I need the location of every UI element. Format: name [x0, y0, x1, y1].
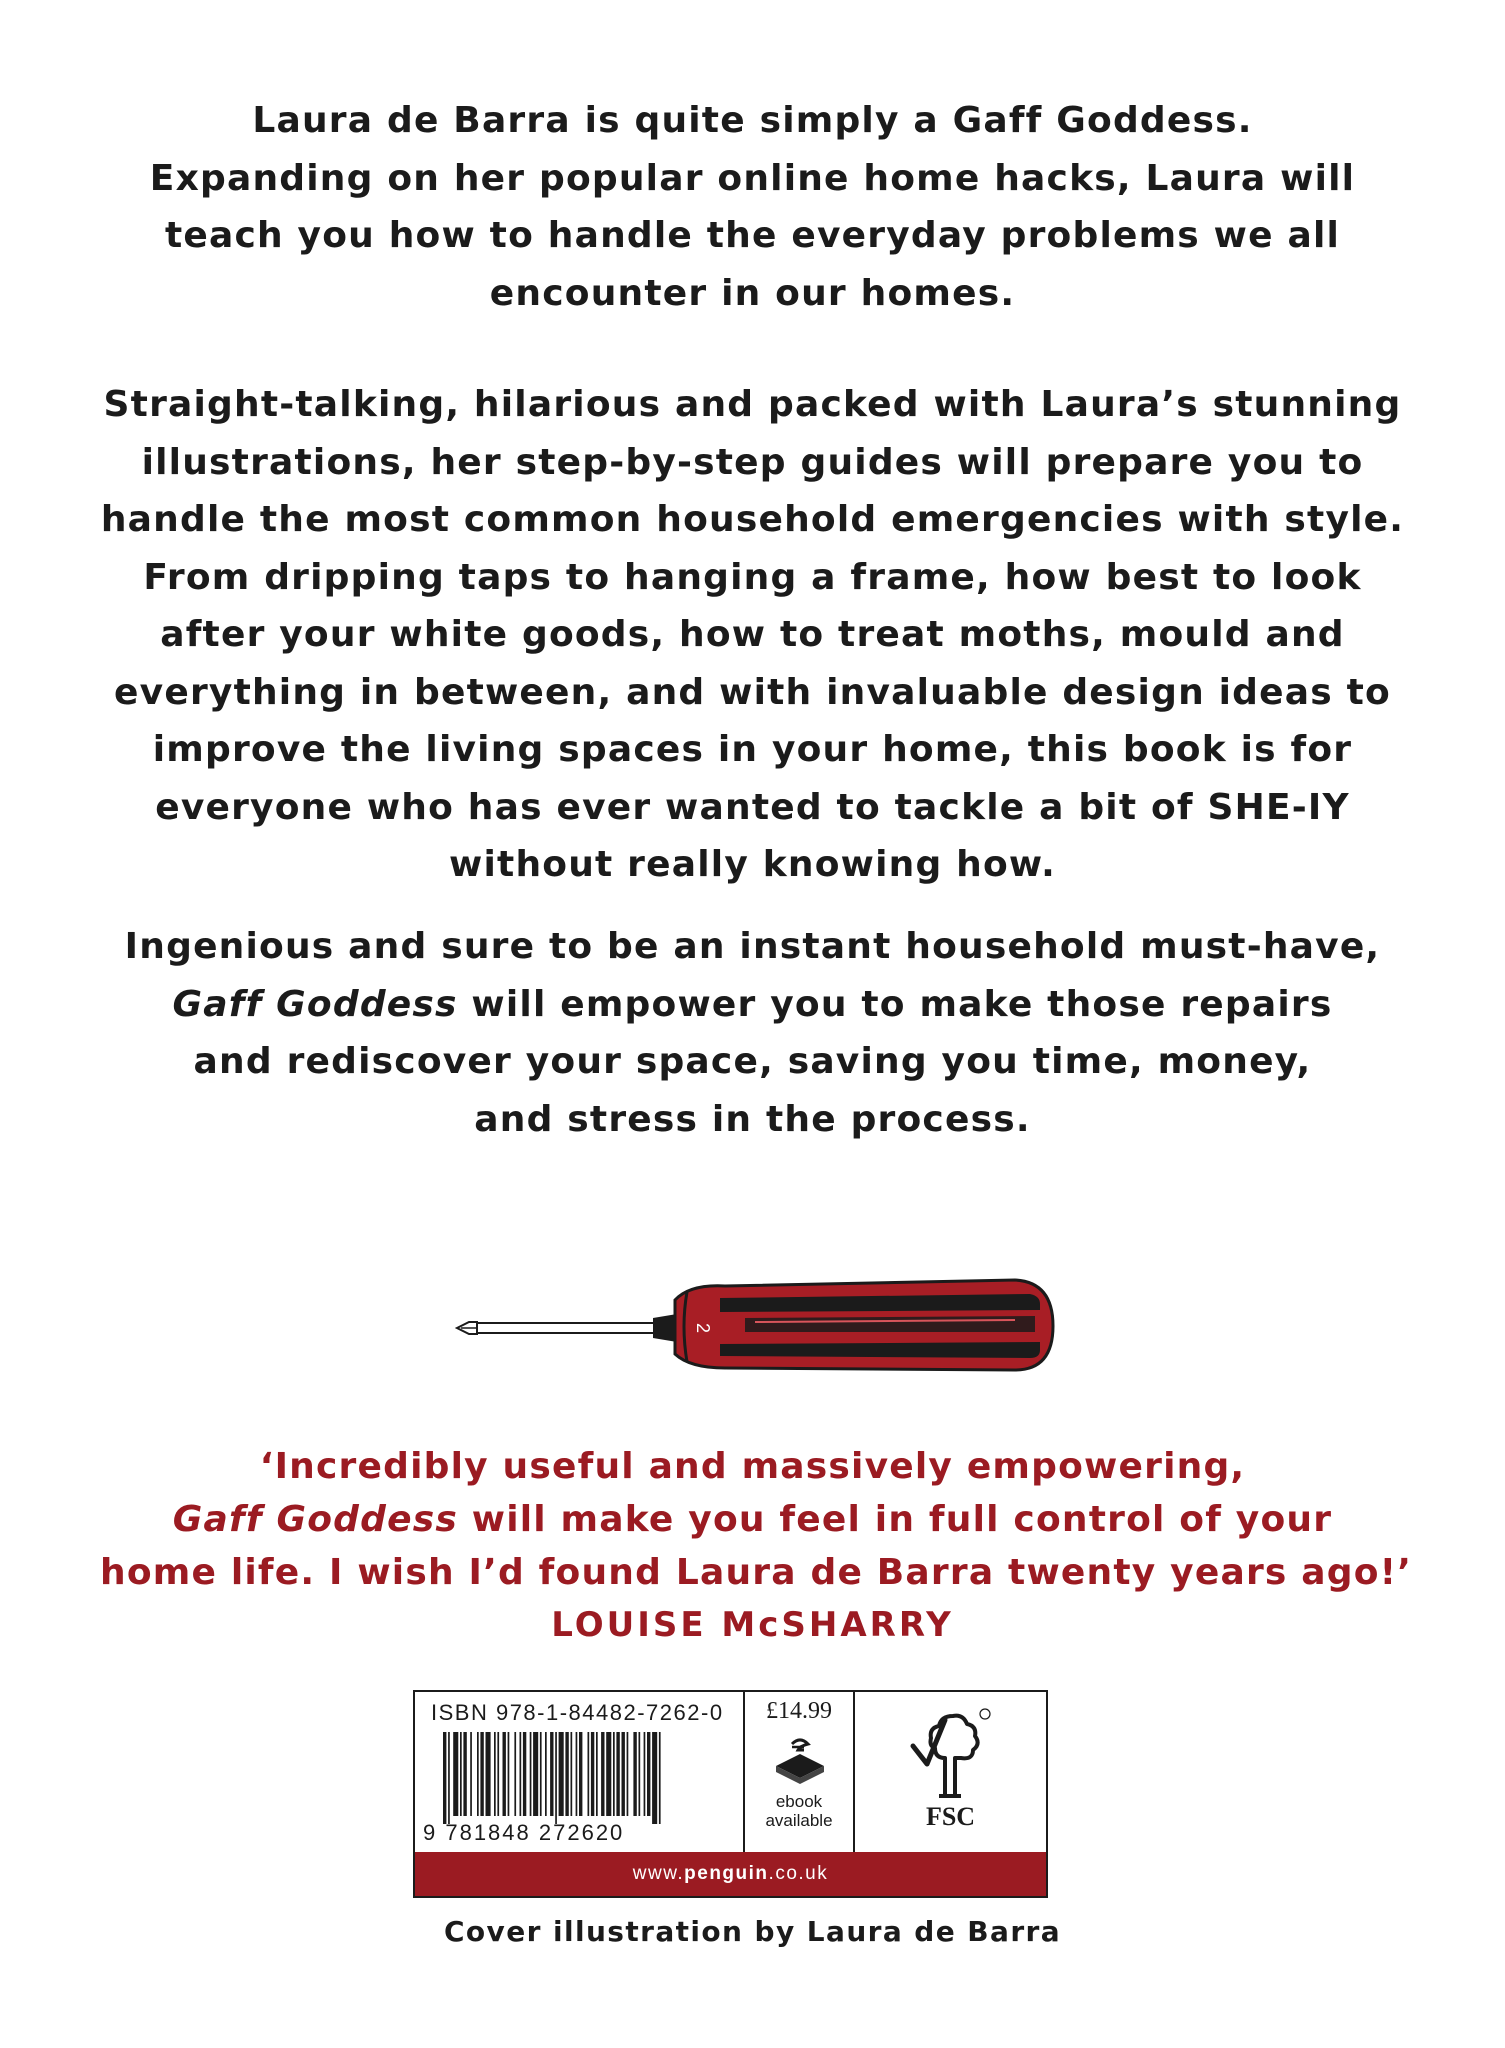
ebook-icon — [772, 1736, 828, 1784]
barcode-bar — [601, 1732, 604, 1816]
url-brand: penguin — [684, 1863, 769, 1884]
barcode-bar — [460, 1732, 462, 1816]
fsc-tree-icon — [905, 1706, 995, 1806]
barcode-bar — [470, 1732, 472, 1816]
barcode-bar — [477, 1732, 479, 1816]
barcode-bar — [644, 1732, 646, 1816]
blurb-line: Straight-talking, hilarious and packed with Laura’s stunning — [103, 384, 1402, 425]
blurb-line: without really knowing how. — [449, 844, 1056, 885]
barcode-digits: 9 781848 272620 — [423, 1820, 625, 1845]
blurb-line: and rediscover your space, saving you time, money, — [193, 1041, 1312, 1082]
blurb-line: teach you how to handle the everyday problems we all — [164, 215, 1341, 256]
quote-line-rest: will make you feel in full control of your — [458, 1499, 1333, 1540]
blurb-line — [100, 976, 1405, 1034]
fsc-cell — [855, 1692, 1046, 1852]
barcode-bar — [494, 1732, 496, 1816]
isbn-text: ISBN 978-1-84482-7262-0 — [431, 1700, 724, 1725]
barcode-bar — [555, 1732, 557, 1824]
ebook-label-line: available — [765, 1811, 833, 1830]
url-suffix: .co.uk — [768, 1863, 829, 1884]
barcode-bar — [639, 1732, 641, 1816]
blurb-line: everyone who has ever wanted to tackle a bit of SHE-IY — [155, 786, 1350, 828]
ebook-label-line: ebook — [775, 1792, 823, 1811]
barcode-bar — [545, 1732, 547, 1816]
quote-line: home life. I wish I’d found Laura de Barra twenty years ago!’ — [100, 1552, 1413, 1593]
blurb-paragraph-3 — [100, 918, 1405, 1148]
book-title-italic: Gaff Goddess — [172, 1499, 458, 1540]
barcode-bar — [443, 1732, 446, 1824]
barcode-bar — [550, 1732, 553, 1816]
barcode-bar — [576, 1732, 578, 1816]
barcode-bar — [523, 1732, 526, 1816]
barcode-bar — [647, 1732, 650, 1816]
blurb-line: Expanding on her popular online home hacks, Laura will — [149, 157, 1356, 199]
ebook-label — [745, 1792, 853, 1830]
barcode-bar — [480, 1732, 483, 1816]
blurb-paragraph-2 — [100, 376, 1405, 894]
quote-line: ‘Incredibly useful and massively empowering, — [259, 1446, 1246, 1487]
blurb-line: improve the living spaces in your home, this book is for — [152, 729, 1353, 770]
barcode-bar — [596, 1732, 598, 1816]
barcode-bar — [520, 1732, 522, 1816]
blurb-line: From dripping taps to hanging a frame, how best to look — [143, 556, 1362, 598]
barcode-bar — [627, 1732, 629, 1816]
barcode-bar — [540, 1732, 542, 1816]
quote-author: LOUISE McSHARRY — [551, 1605, 954, 1645]
price-cell — [745, 1692, 855, 1852]
barcode-bar — [503, 1732, 506, 1816]
publisher-url[interactable] — [415, 1852, 1046, 1896]
barcode-bar — [591, 1732, 594, 1816]
barcode-bar — [514, 1732, 516, 1816]
barcode-bar — [616, 1732, 619, 1816]
barcode-bar — [659, 1732, 661, 1824]
quote-line — [100, 1493, 1405, 1546]
blurb-line: Laura de Barra is quite simply a Gaff Goddess. — [252, 100, 1253, 141]
barcode-bar — [533, 1732, 538, 1816]
barcode-bar — [579, 1732, 582, 1816]
blurb-line: Ingenious and sure to be an instant household must-have, — [124, 926, 1381, 967]
barcode-bar — [508, 1732, 510, 1816]
barcode-bar — [571, 1732, 573, 1816]
blurb-line-rest: will empower you to make those repairs — [457, 983, 1333, 1025]
barcode-bar — [559, 1732, 564, 1816]
barcode-bar — [652, 1732, 657, 1824]
blurb-line: encounter in our homes. — [489, 272, 1016, 314]
blurb-line: illustrations, her step-by-step guides will prepare you to — [141, 441, 1364, 483]
blurb-paragraph-1 — [100, 92, 1405, 322]
barcode-bar — [565, 1732, 568, 1816]
barcode-bar — [497, 1732, 499, 1816]
barcode-bar — [588, 1732, 590, 1816]
url-prefix: www. — [632, 1863, 685, 1884]
screwdriver-size-mark: 2 — [693, 1323, 713, 1334]
blurb-line: after your white goods, how to treat moths, mould and — [160, 614, 1345, 655]
barcode-box — [413, 1690, 1048, 1898]
price: £14.99 — [766, 1698, 832, 1724]
blurb-line: handle the most common household emergencies with style. — [100, 499, 1405, 540]
barcode-bar — [633, 1732, 636, 1816]
barcode-bar — [453, 1732, 458, 1816]
cover-credit: Cover illustration by Laura de Barra — [443, 1915, 1062, 1948]
barcode-bar — [530, 1732, 532, 1816]
barcode-bar — [622, 1732, 625, 1816]
blurb-line: and stress in the process. — [474, 1098, 1031, 1140]
barcode-icon — [443, 1732, 733, 1824]
blurb-line: everything in between, and with invaluable design ideas to — [114, 671, 1391, 713]
barcode-bar — [613, 1732, 615, 1816]
barcode-bar — [448, 1732, 450, 1824]
barcode-bar — [606, 1732, 611, 1816]
barcode-bar — [463, 1732, 466, 1816]
barcode-bar — [486, 1732, 491, 1816]
book-title-italic: Gaff Goddess — [172, 983, 458, 1025]
review-quote — [100, 1440, 1413, 1652]
screwdriver-icon — [455, 1270, 1055, 1380]
fsc-label: FSC — [925, 1802, 976, 1831]
isbn-cell — [415, 1692, 745, 1852]
